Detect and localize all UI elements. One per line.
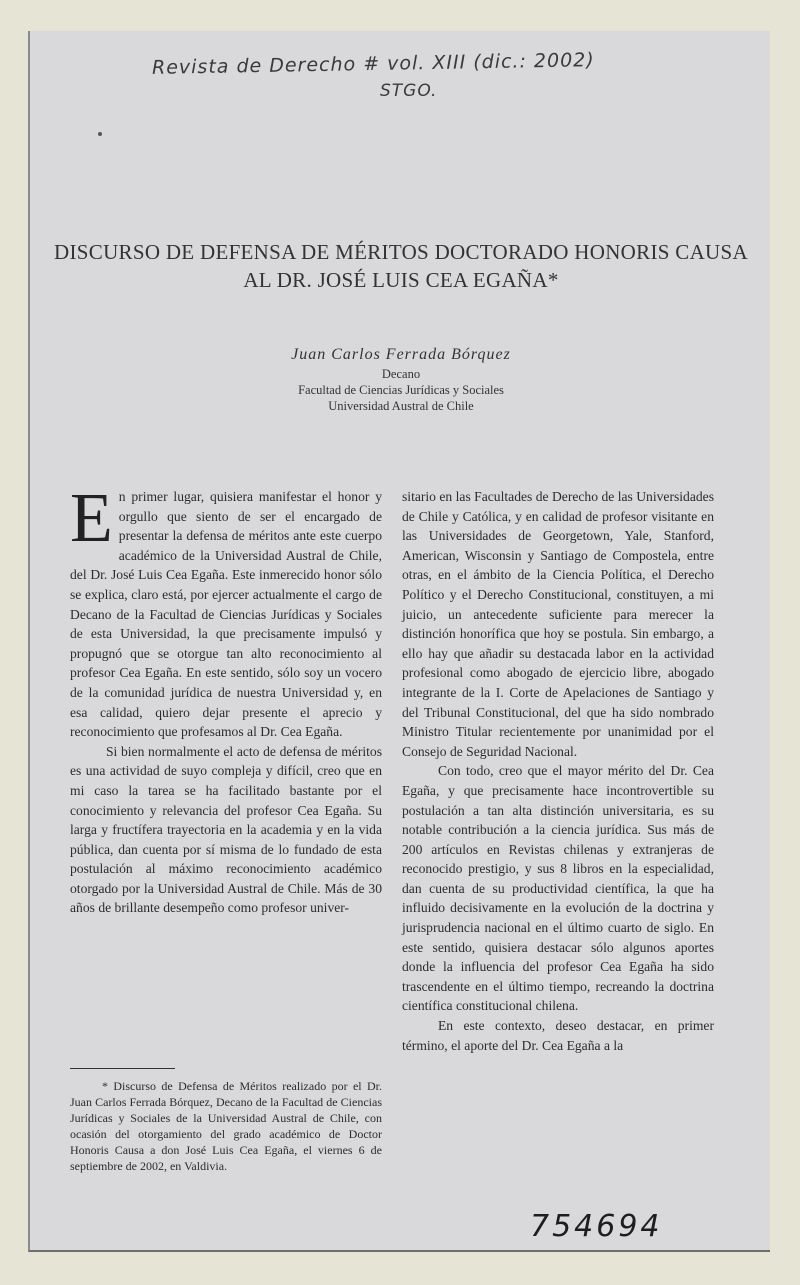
article-title: DISCURSO DE DEFENSA DE MÉRITOS DOCTORADO HONORIS CAUSA AL DR. JOSÉ LUIS CEA EGAÑA*: [54, 240, 748, 292]
paragraph: Si bien normalmente el acto de defensa de méritos es una actividad de suyo compleja y difícil, creo que en mi caso la tarea se ha facilitado bastante por el conocimiento y relevancia del profesor Cea Egaña. Su larga y fructífera trayectoria en la academia y en la vida pública, dan cuenta por sí misma de lo fundado de esta postulación al máximo reconocimiento académico otorgado por la Universidad Austral de Chile. Más de 30 años de brillante desempeño como profesor univer-: [70, 743, 382, 916]
handwritten-record-number: 754694: [530, 1209, 663, 1244]
drop-cap: E: [70, 480, 113, 557]
paragraph: sitario en las Facultades de Derecho de las Universidades de Chile y Católica, y en calidad de profesor visitante en las Universidades de Georgetown, Yale, Stanford, American, Wisconsin y Santiago de Compostela, entre otras, en el ámbito de la Ciencia Política, el Derecho Político y el Derecho Constitucional, constituyen, a mi juicio, un antecedente suficiente para merecer la distinción honorífica que hoy se postula. Sin embargo, a ello hay que añadir su destacada labor en la actividad profesional como abogado de ejercicio libre, abogado integrante de la I. Corte de Apelaciones de Santiago y del Tribunal Constitucional, del que ha sido nombrado Ministro Titular recientemente por unanimidad por el Consejo de Seguridad Nacional.: [402, 489, 714, 759]
footnote-divider: [70, 1068, 175, 1069]
footnote: * Discurso de Defensa de Méritos realizado por el Dr. Juan Carlos Ferrada Bórquez, Decano de la Facultad de Ciencias Jurídicas y Sociales de la Universidad Austral de Chile, con ocasión del otorgamiento del grado académico de Doctor Honoris Causa a don José Luis Cea Egaña, el viernes 6 de septiembre de 2002, en Valdivia.: [70, 1079, 382, 1173]
handwritten-citation: Revista de Derecho # vol. XIII (dic.: 2002): [151, 49, 595, 79]
author-name: Juan Carlos Ferrada Bórquez: [291, 346, 511, 363]
author-university: Universidad Austral de Chile: [328, 399, 474, 413]
right-column: [402, 487, 714, 1055]
paragraph: Con todo, creo que el mayor mérito del Dr. Cea Egaña, y que precisamente hace incontrovertible su postulación a tan alta distinción universitaria, es su notable contribución a la ciencia jurídica. Sus más de 200 artículos en Revistas chilenas y extranjeras de reconocido prestigio, y sus 8 libros en la especialidad, dan cuenta de su productividad científica, la que ha influido decisivamente en la evolución de la doctrina y jurisprudencia nacional en el último cuarto de siglo. En este sentido, quisiera destacar sólo algunos aportes donde la influencia del profesor Cea Egaña ha sido trascendente en el último tiempo, recreando la doctrina científica constitucional chilena.: [402, 763, 714, 1014]
handwritten-location: STGO.: [380, 81, 438, 101]
scanned-page: [28, 31, 770, 1252]
author-faculty: Facultad de Ciencias Jurídicas y Sociales: [298, 383, 504, 397]
author-role: Decano: [381, 367, 421, 381]
ink-speck: [98, 132, 102, 136]
paragraph: En este contexto, deseo destacar, en primer término, el aporte del Dr. Cea Egaña a la: [402, 1018, 714, 1053]
paragraph: [70, 480, 382, 742]
left-column: [70, 480, 382, 918]
byline: [30, 344, 772, 414]
paragraph-text: n primer lugar, quisiera manifestar el honor y orgullo que siento de ser el encargado de presentar la defensa de méritos ante este cuerpo académico de la Universidad Austral de Chile, del Dr. José Luis Cea Egaña. Este inmerecido honor sólo se explica, claro está, por ejercer actualmente el cargo de Decano de la Facultad de Ciencias Jurídicas y Sociales de esta Universidad, la que precisamente impulsó y propugnó que se otorgue tan alto reconocimiento al profesor Cea Egaña. En este sentido, sólo soy un vocero de la comunidad jurídica de nuestra Universidad y, en esa calidad, quiero dejar presente el aprecio y reconocimiento que profesamos al Dr. Cea Egaña.: [70, 489, 382, 740]
